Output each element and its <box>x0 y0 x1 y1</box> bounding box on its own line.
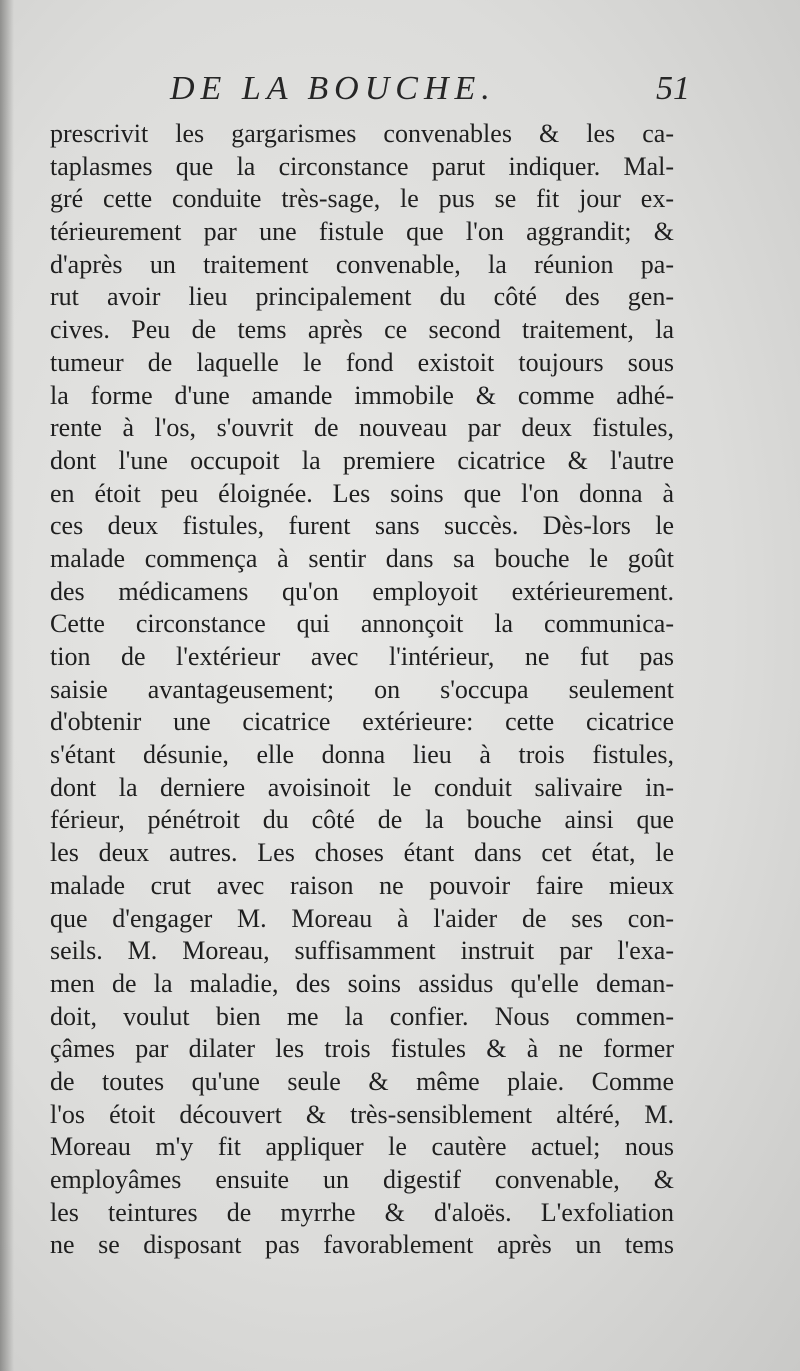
text-line: férieur, pénétroit du côté de la bouche ainsi que <box>50 805 674 835</box>
body-text <box>50 118 674 1262</box>
text-line: saisie avantageusement; on s'occupa seulement <box>50 674 674 704</box>
text-line: seils. M. Moreau, suffisamment instruit par l'exa- <box>50 936 674 966</box>
text-line: la forme d'une amande immobile & comme adhé- <box>50 380 674 410</box>
text-line: tion de l'extérieur avec l'intérieur, ne fut pas <box>50 642 674 671</box>
text-line: tumeur de laquelle le fond existoit toujours sous <box>50 347 674 377</box>
gutter-shadow <box>0 0 14 1371</box>
text-line: Cette circonstance qui annonçoit la communica- <box>50 609 674 639</box>
text-line: d'obtenir une cicatrice extérieure: cette cicatrice <box>50 707 674 737</box>
text-line: employâmes ensuite un digestif convenable, & <box>50 1165 674 1194</box>
text-line: que d'engager M. Moreau à l'aider de ses con- <box>50 903 674 933</box>
text-line: les deux autres. Les choses étant dans cet état, le <box>50 838 674 868</box>
page-number: 51 <box>656 70 690 107</box>
text-line: men de la maladie, des soins assidus qu'elle deman- <box>50 968 674 998</box>
text-line: les teintures de myrrhe & d'aloës. L'exfoliation <box>50 1197 674 1227</box>
text-line: doit, voulut bien me la confier. Nous commen- <box>50 1001 674 1031</box>
text-line: Moreau m'y fit appliquer le cautère actuel; nous <box>50 1132 674 1162</box>
text-line: térieurement par une fistule que l'on aggrandit; & <box>50 217 674 247</box>
text-line: rente à l'os, s'ouvrit de nouveau par deux fistules, <box>50 413 674 443</box>
text-line: dont l'une occupoit la premiere cicatrice & l'autre <box>50 445 674 475</box>
text-line: taplasmes que la circonstance parut indiquer. Mal- <box>50 151 674 181</box>
text-line: malade crut avec raison ne pouvoir faire mieux <box>50 870 674 900</box>
text-line: des médicamens qu'on employoit extérieurement. <box>50 576 674 606</box>
text-line: gré cette conduite très-sage, le pus se fit jour ex- <box>50 184 674 214</box>
text-line: de toutes qu'une seule & même plaie. Comme <box>50 1066 674 1096</box>
text-line: çâmes par dilater les trois fistules & à ne former <box>50 1034 674 1064</box>
text-line: cives. Peu de tems après ce second traitement, la <box>50 315 674 345</box>
text-line: ne se disposant pas favorablement après un tems <box>50 1230 674 1260</box>
text-line: malade commença à sentir dans sa bouche le goût <box>50 543 674 573</box>
text-line: l'os étoit découvert & très-sensiblement altéré, M. <box>50 1099 674 1129</box>
text-line: en étoit peu éloignée. Les soins que l'on donna à <box>50 478 674 508</box>
text-line: d'après un traitement convenable, la réunion pa- <box>50 249 674 279</box>
text-line: dont la derniere avoisinoit le conduit salivaire in- <box>50 772 674 802</box>
running-title: DE LA BOUCHE. <box>170 70 496 107</box>
text-line: ces deux fistules, furent sans succès. Dès-lors le <box>50 511 674 541</box>
text-line: rut avoir lieu principalement du côté des gen- <box>50 282 674 312</box>
text-line: s'étant désunie, elle donna lieu à trois fistules, <box>50 740 674 770</box>
page-header <box>170 70 690 120</box>
text-line: prescrivit les gargarismes convenables & les ca- <box>50 119 674 148</box>
